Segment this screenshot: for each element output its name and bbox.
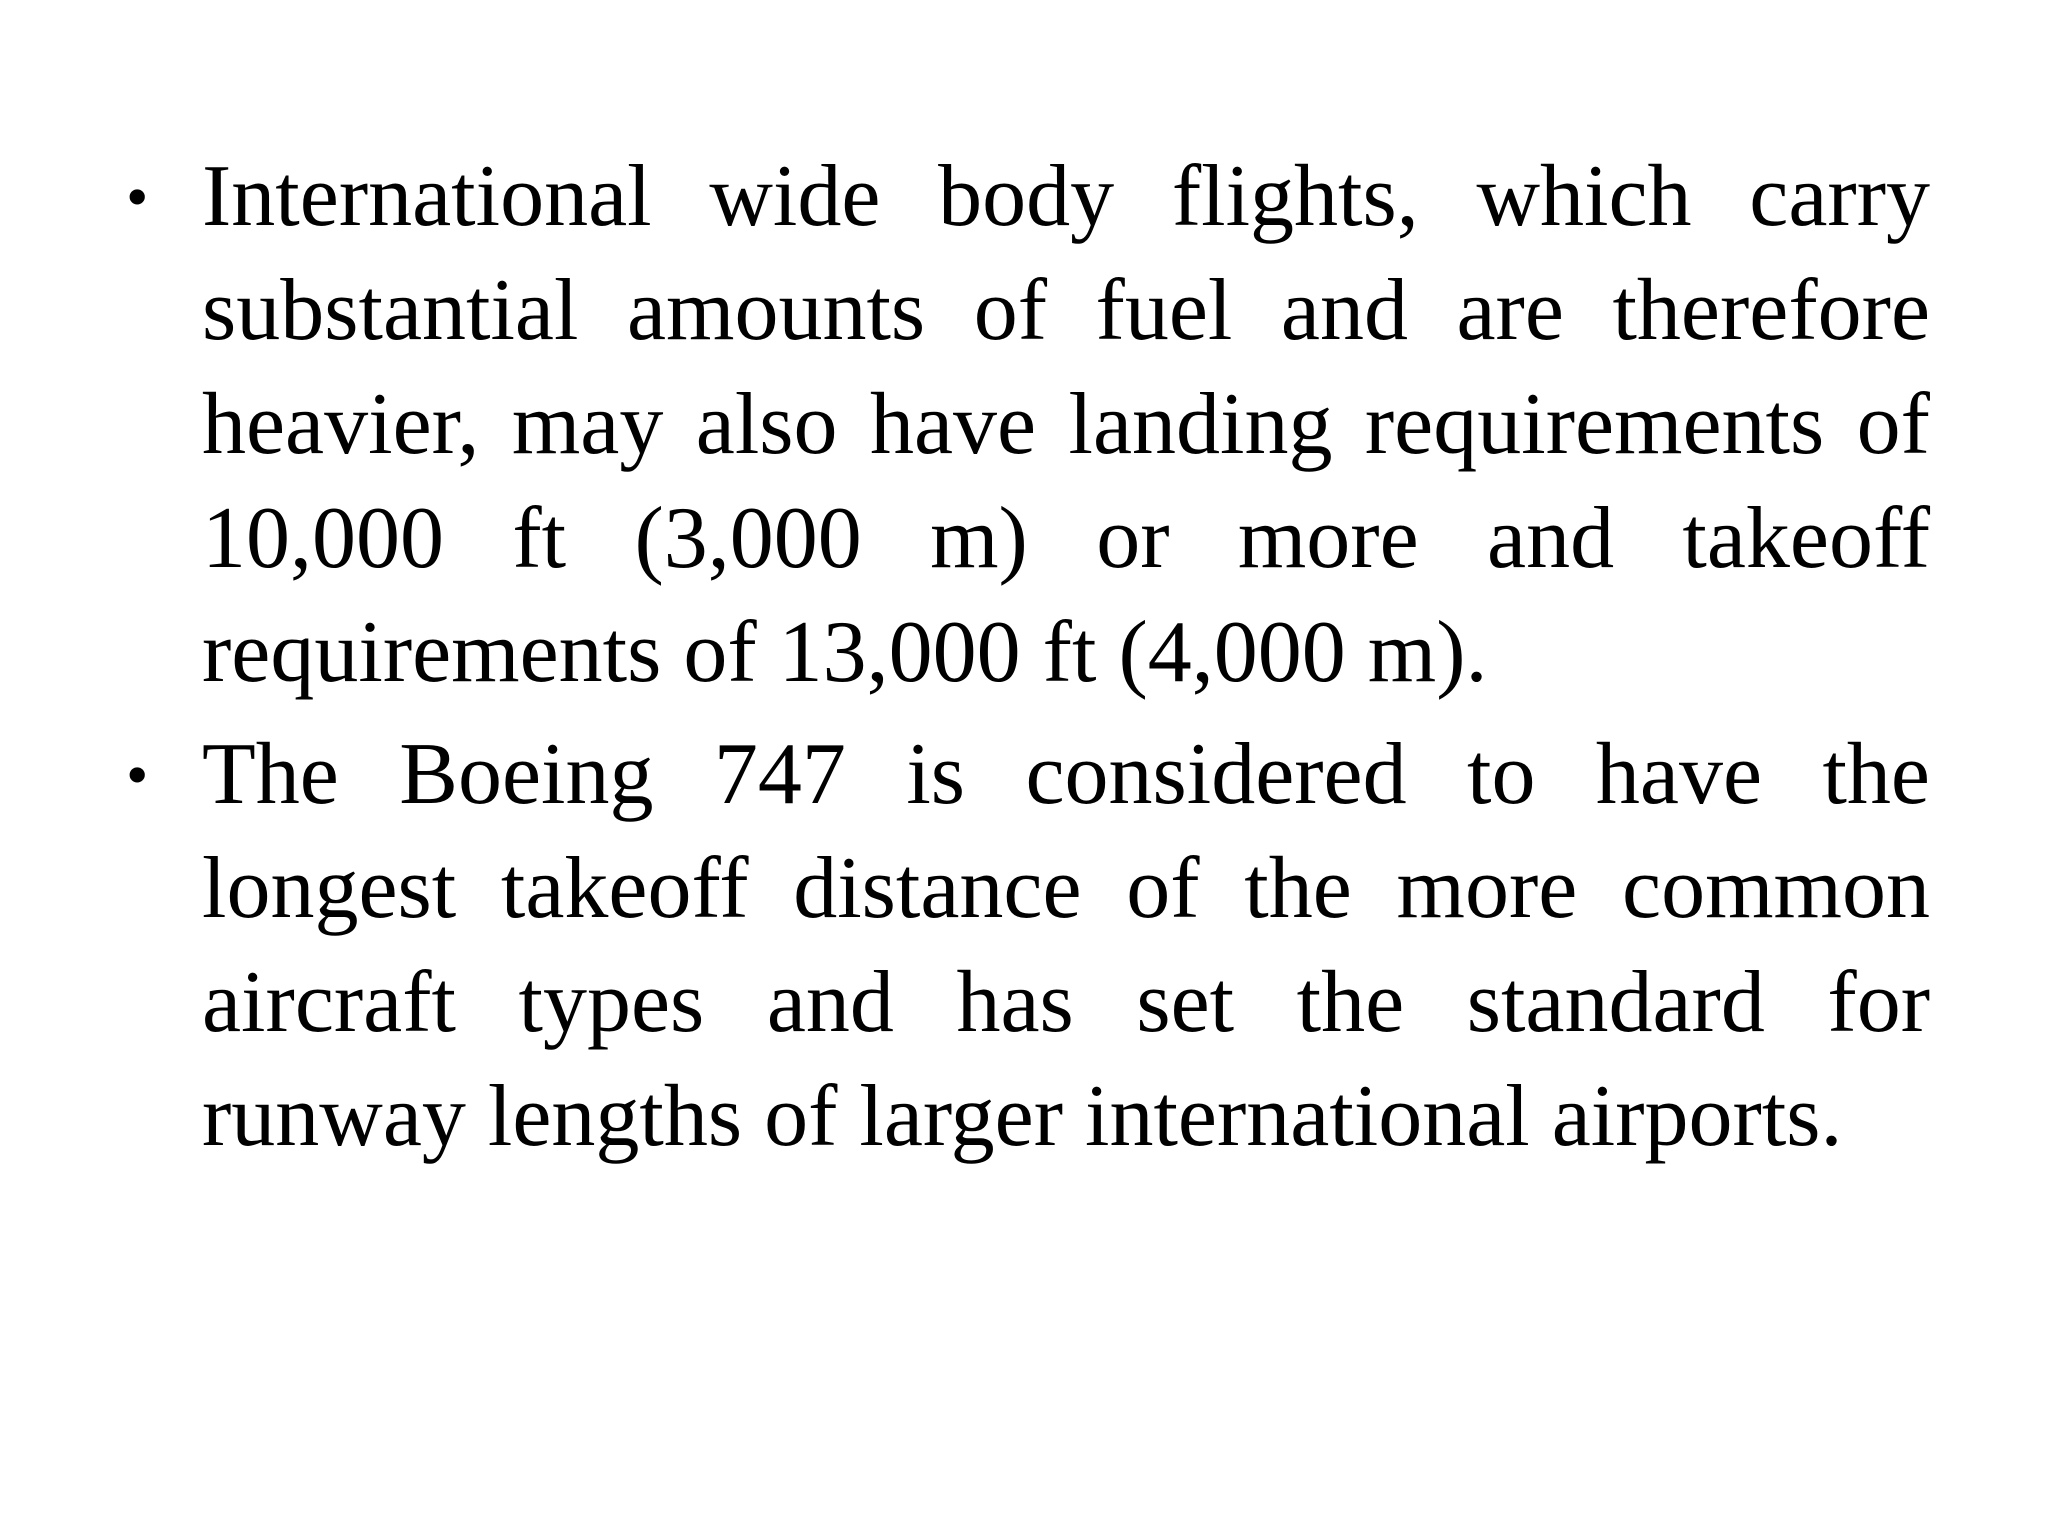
bullet-text: The Boeing 747 is considered to have the longest takeoff distance of the more common aircraft types and has set the standard for runway lengths of larger international airports. bbox=[202, 726, 1930, 1165]
bullet-text: International wide body flights, which carry substantial amounts of fuel and are therefore heavier, may also have landing requirements of 10,000 ft (3,000 m) or more and takeoff requirements of 13,000 ft (4,000 m). bbox=[202, 148, 1930, 701]
bullet-item-landing-requirements bbox=[120, 140, 1930, 710]
bullet-icon: • bbox=[126, 161, 149, 232]
bullet-icon: • bbox=[126, 739, 149, 810]
bullet-item-boeing-747 bbox=[120, 718, 1930, 1174]
slide-body bbox=[120, 140, 1930, 1182]
bullet-list bbox=[120, 140, 1930, 1174]
